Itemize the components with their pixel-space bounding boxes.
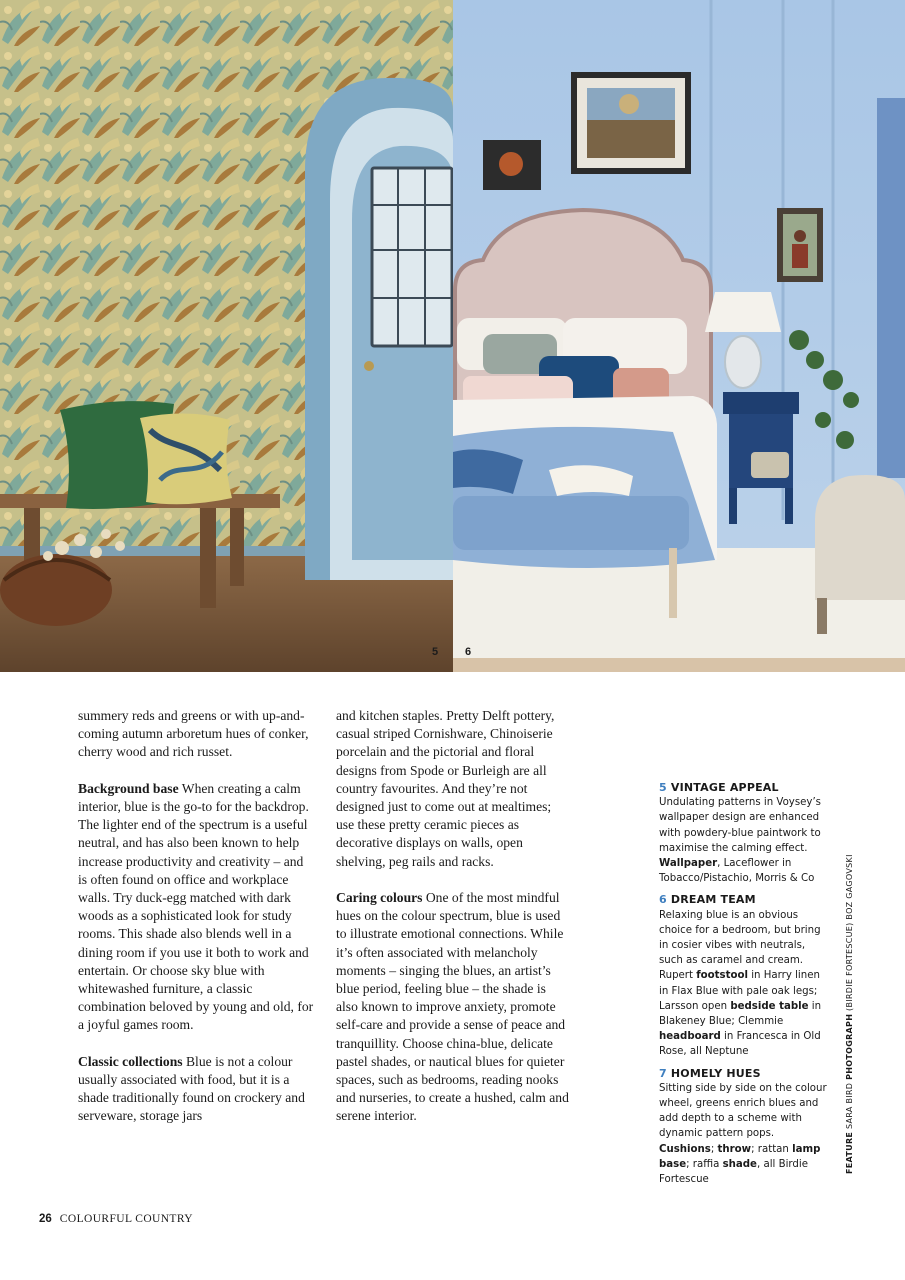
caption-title: HOMELY HUES: [670, 1066, 761, 1080]
bedroom-illustration: [453, 0, 905, 672]
captions-column: [659, 780, 831, 1193]
paragraph-summery-reds: summery reds and greens or with up-and-coming autumn arboretum hues of conker, cherry wood and rich russet.: [78, 708, 309, 760]
caption-title: DREAM TEAM: [670, 893, 756, 907]
page-number: 26: [39, 1213, 52, 1225]
caption-title: VINTAGE APPEAL: [670, 781, 779, 794]
caption-homely-hues: 7 HOMELY HUES Sitting side by side on the colour wheel, greens enrich blues and add depth to a scheme with dynamic pattern pops. Cushions; throw; rattan lamp base; raffia shade, all Birdie Fortescue: [659, 1066, 827, 1186]
magazine-title: COLOURFUL COUNTRY: [59, 1213, 194, 1225]
caption-dream-team: 6 DREAM TEAM Relaxing blue is an obvious choice for a bedroom, but bring in cosier vibes with neutrals, such as caramel and cream. Rupert footstool in Harry linen in Flax Blue with pale oak legs; Larsson open bedside table in Blakeney Blue; Clemmie headboard in Francesca in Old Rose, all Neptune: [659, 893, 822, 1058]
photo-dream-team: [453, 0, 905, 672]
hallway-illustration: [0, 0, 453, 672]
photo-number-right: 6: [465, 646, 472, 658]
subhead-caring-colours: Caring colours: [336, 890, 423, 906]
paragraph-kitchen-staples: and kitchen staples. Pretty Delft pottery, casual striped Cornishware, Chinoiserie porcelain and the pictorial and floral designs from Spode or Burleigh are all country favourites. And they’re not designed just to come out at mealtimes; use these pretty ceramic pieces as decorative displays on walls, open shelving, peg rails and racks.: [336, 708, 555, 869]
caption-number: 5: [659, 781, 667, 794]
door-knob: [364, 361, 374, 371]
paragraph-classic-collections: Classic collections Blue is not a colour usually associated with food, but it is a shade traditionally found on crockery and serveware, storage jars: [78, 1053, 305, 1124]
subhead-classic-collections: Classic collections: [78, 1053, 183, 1069]
caption-number: 6: [659, 893, 667, 907]
armchair: [815, 475, 905, 600]
photo-credit: FEATURE SARA BIRD PHOTOGRAPH (BIRDIE FORTESCUE) BOZ GAGOVSKI: [845, 854, 854, 1174]
caption-number: 7: [659, 1066, 667, 1080]
photo-vintage-appeal: [0, 0, 453, 672]
caption-vintage-appeal: 5 VINTAGE APPEAL Undulating patterns in Voysey’s wallpaper design are enhanced with powdery-blue paintwork to maximise the calming effect. Wallpaper, Laceflower in Tobacco/Pistachio, Morris & Co: [659, 781, 821, 885]
subhead-background-base: Background base: [78, 780, 179, 796]
table-lamp: [705, 292, 781, 332]
flax-blue-footstool: [453, 496, 689, 550]
page-folio: [39, 1213, 193, 1225]
body-column-b: [336, 707, 570, 1126]
paragraph-caring-colours: Caring colours One of the most mindful hues on the colour spectrum, blue is used to illustrate emotional connections. While it’s often associated with melancholy moments – singing the blues, an artist’s blue period, feeling blue – the shade is also known to improve anxiety, promote self-care and provide a sense of peace and tranquillity. Choose china-blue, delicate pastel shades, or nautical blues for quieter spaces, such as bedrooms, reading nooks and nurseries, to create a hushed, calm and serene interior.: [336, 890, 569, 1124]
wicker-basket: [0, 554, 112, 626]
blue-curtain: [877, 98, 905, 478]
paragraph-background-base: Background base When creating a calm interior, blue is the go-to for the backdrop. The lighter end of the spectrum is a useful neutral, and has also been known to help increase productivity and creativity – and is often found on office and workplace walls. Try duck-egg matched with dark woods as a sophisticated look for study rooms. This shade also blends well in a dining room if you use it both to work and entertain. Or choose sky blue with whitewashed furniture, a classic combination beloved by young and old, for a joyful games room.: [78, 780, 314, 1033]
body-column-a: [78, 707, 314, 1126]
blakeney-blue-bedside-table: [723, 392, 799, 414]
photo-number-left: 5: [432, 646, 439, 658]
